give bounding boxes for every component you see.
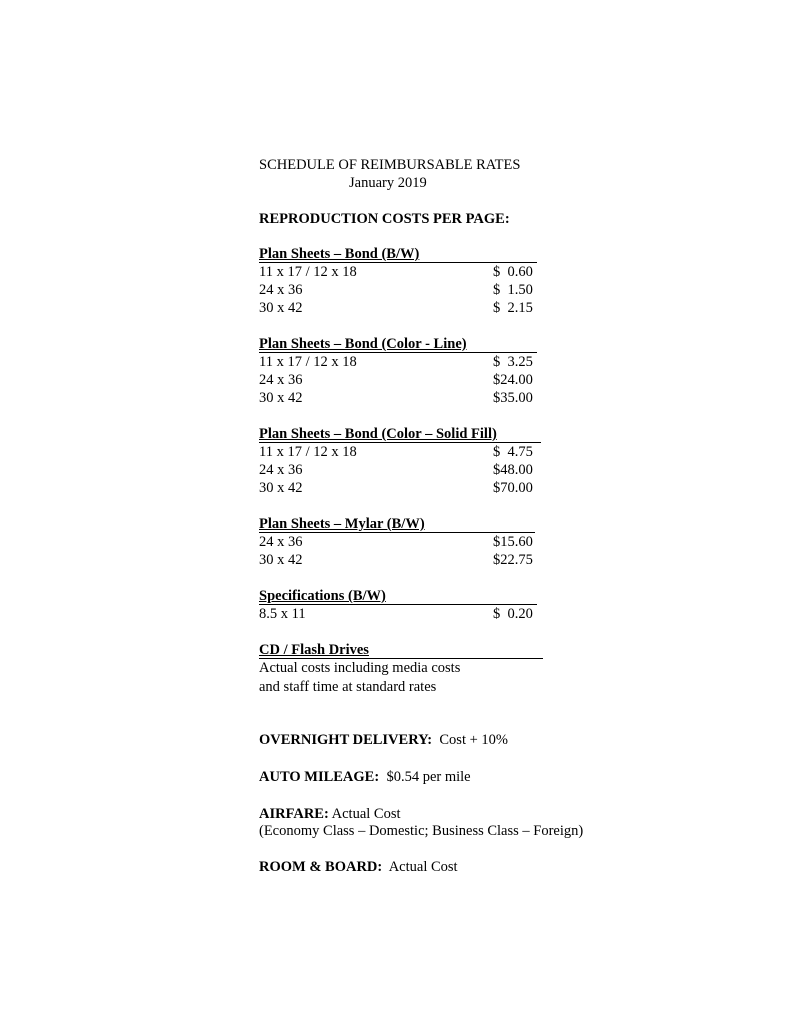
mileage-value: $0.54 per mile <box>386 769 471 785</box>
sheet-size: 24 x 36 <box>259 282 303 298</box>
reproduction-sections <box>259 246 619 623</box>
auto-mileage-item <box>259 769 619 786</box>
overnight-value: Cost + 10% <box>439 732 508 748</box>
title-date: January 2019 <box>349 175 427 191</box>
section-header: CD / Flash Drives <box>259 642 543 659</box>
sheet-price: $ 4.75 <box>493 444 533 460</box>
sheet-size: 30 x 42 <box>259 552 303 568</box>
sheet-price: $ 1.50 <box>493 282 533 298</box>
sheet-price: $70.00 <box>493 480 533 496</box>
rate-row <box>259 479 537 497</box>
rate-row <box>259 533 537 551</box>
rate-row <box>259 299 537 317</box>
reproduction-heading: REPRODUCTION COSTS PER PAGE: <box>259 211 510 227</box>
sheet-size: 11 x 17 / 12 x 18 <box>259 264 357 280</box>
section-header: Plan Sheets – Mylar (B/W) <box>259 516 535 533</box>
sheet-price: $22.75 <box>493 552 533 568</box>
sheet-price: $35.00 <box>493 390 533 406</box>
sheet-size: 8.5 x 11 <box>259 606 306 622</box>
room-board-item <box>259 859 619 876</box>
cd-flash-section <box>259 642 619 697</box>
airfare-label: AIRFARE: <box>259 806 329 822</box>
sheet-size: 30 x 42 <box>259 300 303 316</box>
overnight-delivery-item <box>259 732 619 749</box>
title-line: SCHEDULE OF REIMBURSABLE RATES <box>259 157 521 173</box>
sheet-size: 11 x 17 / 12 x 18 <box>259 354 357 370</box>
rate-row <box>259 461 537 479</box>
airfare-item <box>259 806 619 840</box>
cd-note-line-1: Actual costs including media costs <box>259 660 461 676</box>
section-header: Plan Sheets – Bond (Color - Line) <box>259 336 537 353</box>
document-title <box>259 157 619 193</box>
sheet-size: 24 x 36 <box>259 462 303 478</box>
section-header: Plan Sheets – Bond (Color – Solid Fill) <box>259 426 541 443</box>
sheet-price: $ 0.60 <box>493 264 533 280</box>
cd-note-line-2: and staff time at standard rates <box>259 679 437 695</box>
sheet-price: $ 0.20 <box>493 606 533 622</box>
sheet-size: 24 x 36 <box>259 534 303 550</box>
mileage-label: AUTO MILEAGE: <box>259 769 380 785</box>
sheet-price: $ 3.25 <box>493 354 533 370</box>
overnight-label: OVERNIGHT DELIVERY: <box>259 732 433 748</box>
room-label: ROOM & BOARD: <box>259 859 383 875</box>
rate-section <box>259 426 619 497</box>
airfare-value: Actual Cost <box>331 806 401 822</box>
sheet-size: 11 x 17 / 12 x 18 <box>259 444 357 460</box>
rate-section <box>259 516 619 569</box>
rate-schedule-document <box>259 157 619 876</box>
airfare-note: (Economy Class – Domestic; Business Class – Foreign) <box>259 823 584 839</box>
rate-row <box>259 443 537 461</box>
rate-row <box>259 389 537 407</box>
rate-row <box>259 281 537 299</box>
rate-section <box>259 336 619 407</box>
rate-section <box>259 246 619 317</box>
rate-row <box>259 263 537 281</box>
sheet-size: 24 x 36 <box>259 372 303 388</box>
sheet-size: 30 x 42 <box>259 390 303 406</box>
sheet-price: $15.60 <box>493 534 533 550</box>
rate-row <box>259 551 537 569</box>
rate-row <box>259 371 537 389</box>
sheet-price: $48.00 <box>493 462 533 478</box>
sheet-price: $24.00 <box>493 372 533 388</box>
sheet-size: 30 x 42 <box>259 480 303 496</box>
room-value: Actual Cost <box>388 859 458 875</box>
rate-row <box>259 605 537 623</box>
rate-row <box>259 353 537 371</box>
section-header: Plan Sheets – Bond (B/W) <box>259 246 537 263</box>
sheet-price: $ 2.15 <box>493 300 533 316</box>
section-header: Specifications (B/W) <box>259 588 537 605</box>
rate-section <box>259 588 619 623</box>
